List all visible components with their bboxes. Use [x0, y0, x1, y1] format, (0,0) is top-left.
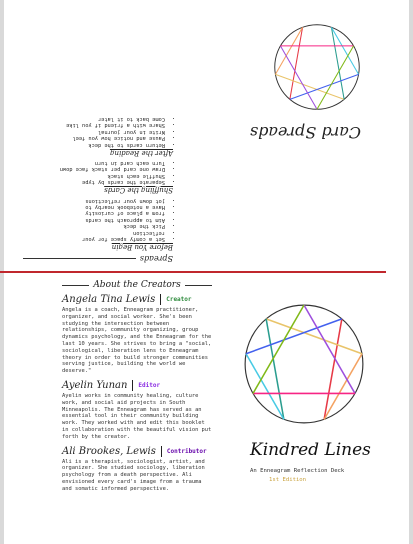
list-item: • Have a notebook nearby to: [23, 204, 165, 210]
editor-header: [62, 380, 212, 391]
fold-line: [0, 271, 386, 273]
contributor-role: Contributor: [166, 447, 207, 455]
list-item: • Set a comfy space for your: [23, 236, 165, 242]
list-item: • from a place of curiosity: [23, 210, 165, 216]
enneagram-line: [317, 46, 354, 109]
book-subtitle: An Enneagram Reflection Deck: [250, 468, 345, 474]
creator-name: Angela Tina Lewis: [62, 294, 156, 305]
heading-rule: [62, 285, 89, 286]
enneagram-line: [280, 46, 317, 109]
upper-panel-rotated: [0, 0, 413, 270]
list-item: • reflection: [23, 229, 165, 235]
editor-name: Ayelin Yunan: [62, 379, 128, 391]
card-spreads-title: Card Spreads: [249, 123, 361, 142]
list-item: • jot down your reflections: [23, 197, 165, 203]
list-item: • Turn each card in turn: [23, 160, 165, 166]
creator-bio: Angela is a coach, Enneagram practitioner, organizer, and social worker. She's been studying the intersection between relationships, community organizing, group dynamics psychology, and the Enneagram for the last 10 years. She strives to bring a "social, sociological, liberation lens to Enneagram theory in order to build stronger communities serving justice, building the world we deserve.": [62, 307, 212, 375]
list-item: • Write in your journal: [23, 128, 165, 134]
editor-entry: [62, 380, 212, 441]
shuffling-list: [23, 160, 173, 186]
list-item: • Come back to it later: [23, 116, 165, 122]
list-item: • Pause and notice how you feel: [23, 135, 165, 141]
after-reading-heading: After the Reading: [109, 148, 173, 157]
enneagram-diagram-small: [269, 19, 365, 115]
upper-panel: [0, 0, 413, 270]
about-creators-heading: About the Creators: [62, 280, 212, 290]
contributor-bio: Ali is a therapist, sociologist, artist, and organizer. She studied sociology, liberation psychology from a death perspective. Ali envisioned every card's image from a trauma and somatic informed perspective.: [62, 458, 205, 492]
list-item: • Aim to approach the cards: [23, 216, 165, 222]
editor-role: Editor: [138, 381, 161, 389]
enneagram-line: [253, 305, 304, 393]
enneagram-line: [304, 305, 355, 393]
contributor-header: [62, 446, 212, 457]
enneagram-diagram-large: [240, 300, 368, 428]
heading-rule: [23, 258, 136, 259]
creator-entry: [62, 294, 212, 375]
contributor-entry: [62, 446, 212, 493]
heading-rule: [185, 285, 212, 286]
list-item: • Share with a friend if you like: [23, 122, 165, 128]
name-divider: [161, 446, 162, 457]
after-reading-list: [23, 116, 173, 148]
shuffling-heading: Shuffling the Cards: [104, 186, 173, 195]
creator-header: [62, 294, 212, 305]
about-creators-section: [62, 280, 212, 498]
book-title: Kindred Lines: [250, 440, 371, 460]
before-you-begin-heading: Before You Begin: [111, 243, 173, 251]
list-item: • Return cards to the deck: [23, 141, 165, 147]
list-item: • Shuffle each stack: [23, 172, 165, 178]
list-item: • Pick the deck: [23, 223, 165, 229]
name-divider: [160, 294, 161, 305]
before-you-begin-list: [23, 197, 173, 242]
name-divider: [132, 380, 133, 391]
list-item: • Draw one card per stack face down: [23, 166, 165, 172]
list-item: • Separate the cards by type: [23, 179, 165, 185]
contributor-name: Ali Brookes, Lewis: [62, 445, 156, 457]
spreads-heading: Spreads: [23, 254, 173, 263]
creator-role: Creator: [166, 296, 192, 303]
book-edition: 1st Edition: [269, 477, 307, 483]
spreads-column: [23, 116, 173, 267]
editor-bio: Ayelin works in community healing, culture work, and social aid projects in South Minneapolis. The Enneagram has served as an essential tool in their community building work. They worked with and edit this booklet in collaboration with the beautiful vision put forth by the creator.: [62, 392, 212, 440]
